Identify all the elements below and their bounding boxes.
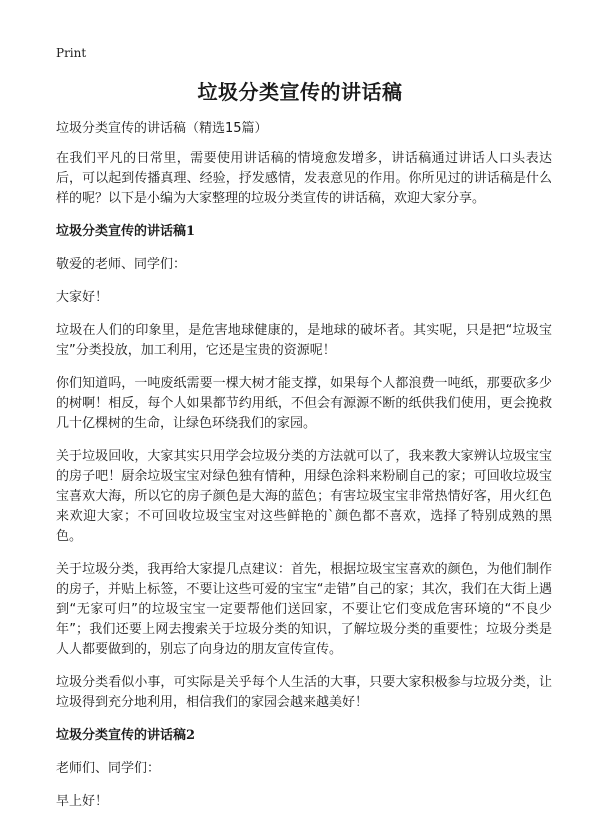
section-1-paragraph-7: 垃圾分类看似小事，可实际是关乎每个人生活的大事，只要大家积极参与垃圾分类，让垃圾得到充分地利用，相信我们的家园会越来越美好！: [56, 675, 552, 710]
section-2-heading: 垃圾分类宣传的讲话稿2: [56, 728, 196, 743]
article-body: [56, 119, 552, 825]
intro-paragraph: 在我们平凡的日常里，需要使用讲话稿的情境愈发增多，讲话稿通过讲话人口头表达后，可以起到传播真理、经验，抒发感情，发表意见的作用。你所见过的讲话稿是什么样的呢？以下是小编为大家整理的垃圾分类宣传的讲话稿，欢迎大家分享。: [56, 151, 552, 206]
section-1-heading: 垃圾分类宣传的讲话稿1: [56, 224, 196, 239]
section-1-paragraph-3: 垃圾在人们的印象里，是危害地球健康的，是地球的破坏者。其实呢，只是把“垃圾宝宝”分类投放，加工利用，它还是宝贵的资源呢！: [56, 323, 552, 358]
section-1-paragraph-6: 关于垃圾分类，我再给大家提几点建议：首先，根据垃圾宝宝喜欢的颜色，为他们制作的房子，并贴上标签，不要让这些可爱的宝宝“走错”自己的家；其次，我们在大街上遇到“无家可归”的垃圾宝宝一定要帮他们送回家，不要让它们变成危害环境的“不良少年”；我们还要上网去搜索关于垃圾分类的知识，了解垃圾分类的重要性；垃圾分类是人人都要做到的，别忘了向身边的朋友宣传宣传。: [56, 562, 552, 657]
section-1-paragraph-5: 关于垃圾回收，大家其实只用学会垃圾分类的方法就可以了，我来教大家辨认垃圾宝宝的房子吧！厨余垃圾宝宝对绿色独有情种，用绿色涂料来粉刷自己的家；可回收垃圾宝宝喜欢大海，所以它的房子颜色是大海的蓝色；有害垃圾宝宝非常热情好客，用火红色来欢迎大家；不可回收垃圾宝宝对这些鲜艳的`颜色都不喜欢，选择了特别成熟的黑色。: [56, 449, 552, 544]
section-2-hello: 早上好！: [56, 794, 109, 809]
article-subtitle: 垃圾分类宣传的讲话稿（精选15篇）: [56, 121, 268, 136]
section-2-greeting: 老师们、同学们：: [56, 761, 161, 776]
print-link[interactable]: Print: [56, 46, 87, 60]
section-1-hello: 大家好！: [56, 290, 109, 305]
page-title: 垃圾分类宣传的讲话稿: [197, 80, 403, 104]
section-1-greeting: 敬爱的老师、同学们：: [56, 257, 187, 272]
section-1-paragraph-4: 你们知道吗，一吨废纸需要一棵大树才能支撑，如果每个人都浪费一吨纸，那要砍多少的树啊！相反，每个人如果都节约用纸，不但会有源源不断的纸供我们使用，更会挽救几十亿棵树的生命，让绿色环绕我们的家园。: [56, 376, 552, 431]
